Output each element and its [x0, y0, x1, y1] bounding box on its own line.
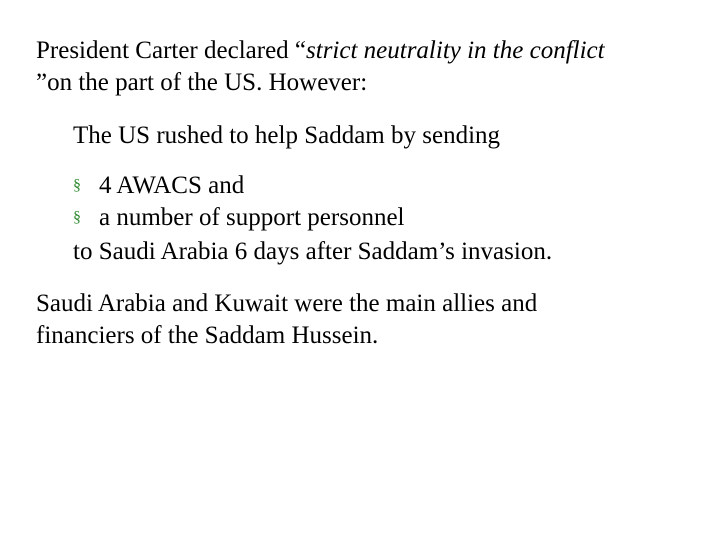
bullet-item-awacs	[73, 171, 244, 201]
bullet-text-personnel: a number of support personnel	[99, 204, 405, 231]
paragraph-saudi-arabia-invasion: to Saudi Arabia 6 days after Saddam’s invasion.	[73, 238, 553, 265]
paragraph-allies-line1: Saudi Arabia and Kuwait were the main allies and	[36, 290, 538, 317]
bullet-marker-icon: §	[73, 177, 81, 194]
paragraph-carter-line1	[36, 36, 605, 66]
paragraph-allies-line2: financiers of the Saddam Hussein.	[36, 322, 379, 349]
bullet-marker-icon: §	[73, 209, 81, 226]
bullet-text-awacs: 4 AWACS and	[99, 172, 245, 199]
bullet-item-personnel	[73, 203, 404, 233]
strict-neutrality-quote: strict neutrality in the conflict	[306, 37, 605, 64]
paragraph-us-rushed: The US rushed to help Saddam by sending	[73, 122, 501, 149]
paragraph-carter-line2: ”on the part of the US. However:	[36, 69, 368, 96]
paragraph-carter-prefix: President Carter declared “	[36, 37, 307, 64]
